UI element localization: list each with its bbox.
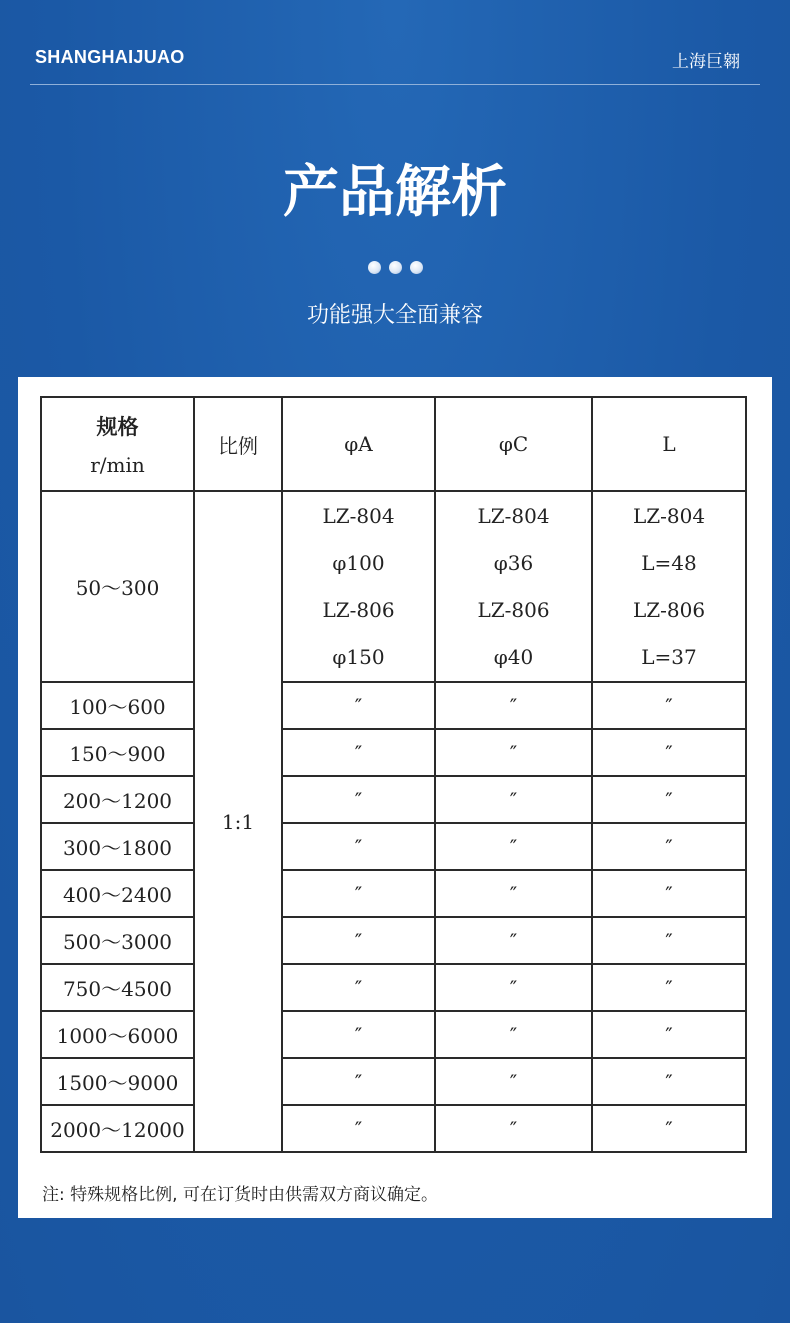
- ditto-mark: ″: [435, 1105, 592, 1152]
- table-row: [41, 917, 746, 964]
- header-divider: [30, 84, 760, 85]
- ditto-mark: ″: [282, 1011, 435, 1058]
- row-spec: 500～3000: [41, 917, 194, 964]
- row-spec: 400～2400: [41, 870, 194, 917]
- ditto-mark: ″: [435, 682, 592, 729]
- header-spec-unit: r/min: [90, 453, 145, 477]
- brand-logo-text: SHANGHAIJUAO: [35, 47, 185, 67]
- table-row: [41, 1011, 746, 1058]
- phi-a-value-2: φ150: [332, 644, 385, 669]
- ditto-mark: ″: [282, 964, 435, 1011]
- table-row: [41, 729, 746, 776]
- table-footnote: 注: 特殊规格比例, 可在订货时由供需双方商议确定。: [42, 1185, 438, 1205]
- l-model-1: LZ-804: [632, 503, 706, 528]
- ditto-mark: ″: [282, 1105, 435, 1152]
- ditto-mark: ″: [592, 870, 746, 917]
- header-spec-label: 规格: [96, 415, 139, 439]
- ditto-mark: ″: [435, 823, 592, 870]
- row-spec: 300～1800: [41, 823, 194, 870]
- brand-name-cn: 上海巨翱: [672, 52, 740, 72]
- ditto-mark: ″: [435, 964, 592, 1011]
- row-spec: 1500～9000: [41, 1058, 194, 1105]
- ditto-mark: ″: [592, 964, 746, 1011]
- table-row: [41, 870, 746, 917]
- row-spec: 100～600: [41, 682, 194, 729]
- ditto-mark: ″: [282, 823, 435, 870]
- phi-a-cell: [282, 491, 435, 682]
- decorative-dots: [0, 261, 790, 274]
- ditto-mark: ″: [435, 729, 592, 776]
- l-cell: [592, 491, 746, 682]
- ditto-mark: ″: [592, 729, 746, 776]
- header-spec: [41, 397, 194, 491]
- table-row: [41, 682, 746, 729]
- ditto-mark: ″: [435, 870, 592, 917]
- table-row: [41, 964, 746, 1011]
- table-header-row: [41, 397, 746, 491]
- phi-c-value-2: φ40: [493, 644, 534, 669]
- page-title: 产品解析: [283, 160, 507, 225]
- ditto-mark: ″: [592, 1058, 746, 1105]
- phi-a-value-1: φ100: [332, 550, 385, 575]
- ditto-mark: ″: [592, 776, 746, 823]
- spec-table: [40, 396, 747, 1153]
- table-row: [41, 1105, 746, 1152]
- row-spec: 150～900: [41, 729, 194, 776]
- phi-c-cell: [435, 491, 592, 682]
- header-phi-c: φC: [435, 397, 592, 491]
- l-model-2: LZ-806: [632, 597, 706, 622]
- ditto-mark: ″: [282, 1058, 435, 1105]
- ditto-mark: ″: [435, 1058, 592, 1105]
- phi-c-model-2: LZ-806: [477, 597, 550, 622]
- row-spec: 750～4500: [41, 964, 194, 1011]
- ditto-mark: ″: [282, 917, 435, 964]
- row-spec: 200～1200: [41, 776, 194, 823]
- l-value-2: L=37: [641, 644, 697, 669]
- table-row: [41, 776, 746, 823]
- ditto-mark: ″: [282, 682, 435, 729]
- dot: [410, 261, 423, 274]
- table-row: [41, 1058, 746, 1105]
- phi-a-model-1: LZ-804: [322, 503, 395, 528]
- header-l: L: [592, 397, 746, 491]
- page-subtitle: 功能强大全面兼容: [306, 303, 483, 328]
- dot: [368, 261, 381, 274]
- ditto-mark: ″: [592, 823, 746, 870]
- l-value-1: L=48: [641, 550, 697, 575]
- ditto-mark: ″: [592, 917, 746, 964]
- table-row: [41, 491, 746, 682]
- row-spec: 50～300: [41, 491, 194, 682]
- ditto-mark: ″: [592, 682, 746, 729]
- ratio-cell: 1:1: [194, 491, 282, 1152]
- row-spec: 1000～6000: [41, 1011, 194, 1058]
- ditto-mark: ″: [435, 776, 592, 823]
- ditto-mark: ″: [282, 870, 435, 917]
- ditto-mark: ″: [435, 917, 592, 964]
- row-spec: 2000～12000: [41, 1105, 194, 1152]
- ditto-mark: ″: [592, 1105, 746, 1152]
- header-phi-a: φA: [282, 397, 435, 491]
- phi-c-value-1: φ36: [493, 550, 534, 575]
- dot: [389, 261, 402, 274]
- spec-table-card: [18, 377, 772, 1218]
- header-ratio: 比例: [194, 397, 282, 491]
- ditto-mark: ″: [282, 776, 435, 823]
- phi-c-model-1: LZ-804: [477, 503, 550, 528]
- table-row: [41, 823, 746, 870]
- ditto-mark: ″: [435, 1011, 592, 1058]
- phi-a-model-2: LZ-806: [322, 597, 395, 622]
- ditto-mark: ″: [282, 729, 435, 776]
- ditto-mark: ″: [592, 1011, 746, 1058]
